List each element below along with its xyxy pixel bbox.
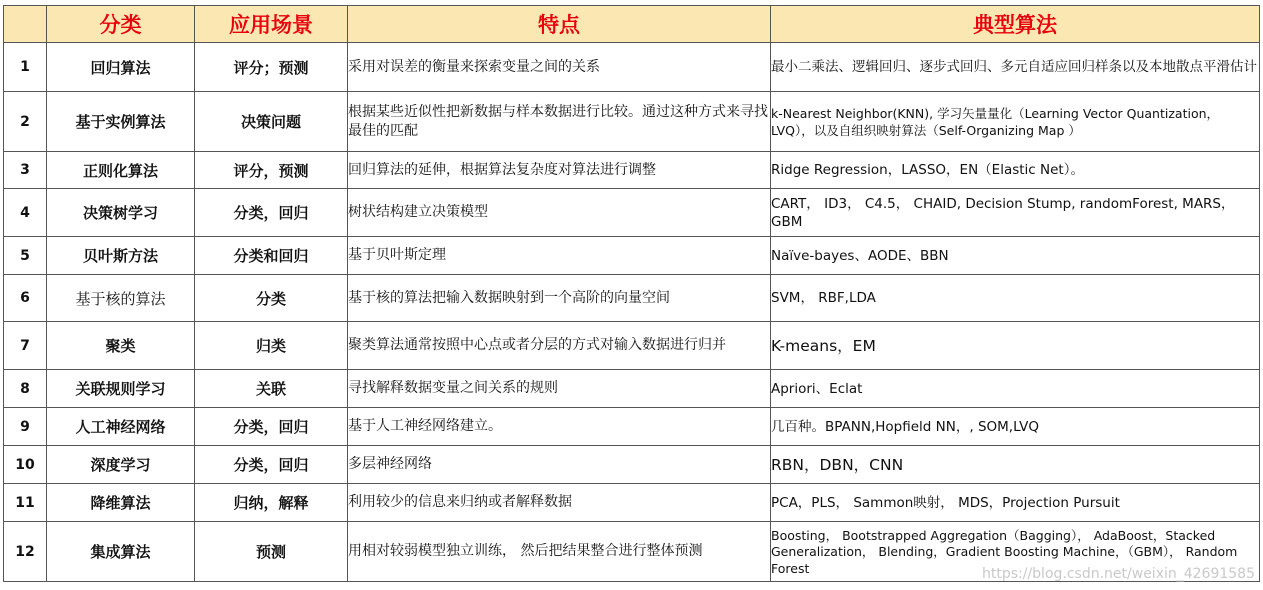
algorithms-cell: RBN，DBN，CNN	[771, 446, 1260, 484]
feature-cell: 聚类算法通常按照中心点或者分层的方式对输入数据进行归并	[348, 322, 771, 370]
category-cell: 正则化算法	[47, 152, 195, 189]
row-number: 2	[4, 92, 47, 152]
watermark-text: https://blog.csdn.net/weixin_42691585	[981, 566, 1255, 582]
header-category: 分类	[47, 6, 195, 43]
scenario-cell: 评分，预测	[195, 152, 348, 189]
table-row	[4, 370, 1260, 408]
algorithms-cell: PCA，PLS， Sammon映射， MDS，Projection Pursuit	[771, 484, 1260, 522]
row-number: 3	[4, 152, 47, 189]
scenario-cell: 分类和回归	[195, 237, 348, 275]
scenario-cell: 分类，回归	[195, 189, 348, 237]
algorithms-cell: K-means，EM	[771, 322, 1260, 370]
table-row	[4, 322, 1260, 370]
row-number: 12	[4, 522, 47, 582]
category-cell: 贝叶斯方法	[47, 237, 195, 275]
algorithms-cell: 几百种。BPANN,Hopfield NN，, SOM,LVQ	[771, 408, 1260, 446]
feature-cell: 回归算法的延伸，根据算法复杂度对算法进行调整	[348, 152, 771, 189]
table-row	[4, 408, 1260, 446]
header-algorithms: 典型算法	[771, 6, 1260, 43]
algorithms-cell: SVM， RBF,LDA	[771, 275, 1260, 322]
table-row	[4, 484, 1260, 522]
algorithms-cell: CART， ID3， C4.5， CHAID, Decision Stump, randomForest, MARS， GBM	[771, 189, 1260, 237]
feature-cell: 用相对较弱模型独立训练， 然后把结果整合进行整体预测	[348, 522, 771, 582]
row-number: 4	[4, 189, 47, 237]
category-cell: 回归算法	[47, 43, 195, 92]
algorithms-cell: Naïve-bayes、AODE、BBN	[771, 237, 1260, 275]
category-cell: 降维算法	[47, 484, 195, 522]
algorithms-cell: Ridge Regression，LASSO，EN（Elastic Net）。	[771, 152, 1260, 189]
table-row	[4, 189, 1260, 237]
feature-cell: 采用对误差的衡量来探索变量之间的关系	[348, 43, 771, 92]
row-number: 11	[4, 484, 47, 522]
algorithms-cell: k-Nearest Neighbor(KNN), 学习矢量量化（Learning Vector Quantization， LVQ），以及自组织映射算法（Self-Organizing Map ）	[771, 92, 1260, 152]
header-feature: 特点	[348, 6, 771, 43]
header-scenario: 应用场景	[195, 6, 348, 43]
feature-cell: 多层神经网络	[348, 446, 771, 484]
algorithm-table	[3, 5, 1260, 582]
category-cell: 聚类	[47, 322, 195, 370]
category-cell: 集成算法	[47, 522, 195, 582]
feature-cell: 基于贝叶斯定理	[348, 237, 771, 275]
row-number: 7	[4, 322, 47, 370]
scenario-cell: 决策问题	[195, 92, 348, 152]
table-row	[4, 152, 1260, 189]
scenario-cell: 关联	[195, 370, 348, 408]
category-cell: 人工神经网络	[47, 408, 195, 446]
table-row	[4, 43, 1260, 92]
header-row	[4, 6, 1260, 43]
scenario-cell: 归纳，解释	[195, 484, 348, 522]
row-number: 5	[4, 237, 47, 275]
feature-cell: 树状结构建立决策模型	[348, 189, 771, 237]
feature-cell: 基于核的算法把输入数据映射到一个高阶的向量空间	[348, 275, 771, 322]
feature-cell: 寻找解释数据变量之间关系的规则	[348, 370, 771, 408]
table-row	[4, 446, 1260, 484]
row-number: 1	[4, 43, 47, 92]
scenario-cell: 评分；预测	[195, 43, 348, 92]
feature-cell: 根据某些近似性把新数据与样本数据进行比较。通过这种方式来寻找最佳的匹配	[348, 92, 771, 152]
table-row	[4, 92, 1260, 152]
header-number	[4, 6, 47, 43]
scenario-cell: 分类，回归	[195, 408, 348, 446]
scenario-cell: 预测	[195, 522, 348, 582]
row-number: 9	[4, 408, 47, 446]
table-row	[4, 275, 1260, 322]
scenario-cell: 归类	[195, 322, 348, 370]
table-row	[4, 237, 1260, 275]
row-number: 8	[4, 370, 47, 408]
category-cell: 基于实例算法	[47, 92, 195, 152]
row-number: 6	[4, 275, 47, 322]
algorithms-cell: Apriori、Eclat	[771, 370, 1260, 408]
algorithms-cell: Boosting， Bootstrapped Aggregation（Bagging）， AdaBoost，Stacked Generalization， Blending，Gradient Boosting Machine，（GBM）， Random Forest	[771, 522, 1260, 582]
category-cell: 决策树学习	[47, 189, 195, 237]
scenario-cell: 分类	[195, 275, 348, 322]
category-cell: 基于核的算法	[47, 275, 195, 322]
feature-cell: 基于人工神经网络建立。	[348, 408, 771, 446]
category-cell: 深度学习	[47, 446, 195, 484]
row-number: 10	[4, 446, 47, 484]
scenario-cell: 分类，回归	[195, 446, 348, 484]
category-cell: 关联规则学习	[47, 370, 195, 408]
feature-cell: 利用较少的信息来归纳或者解释数据	[348, 484, 771, 522]
algorithms-cell: 最小二乘法、逻辑回归、逐步式回归、多元自适应回归样条以及本地散点平滑估计	[771, 43, 1260, 92]
